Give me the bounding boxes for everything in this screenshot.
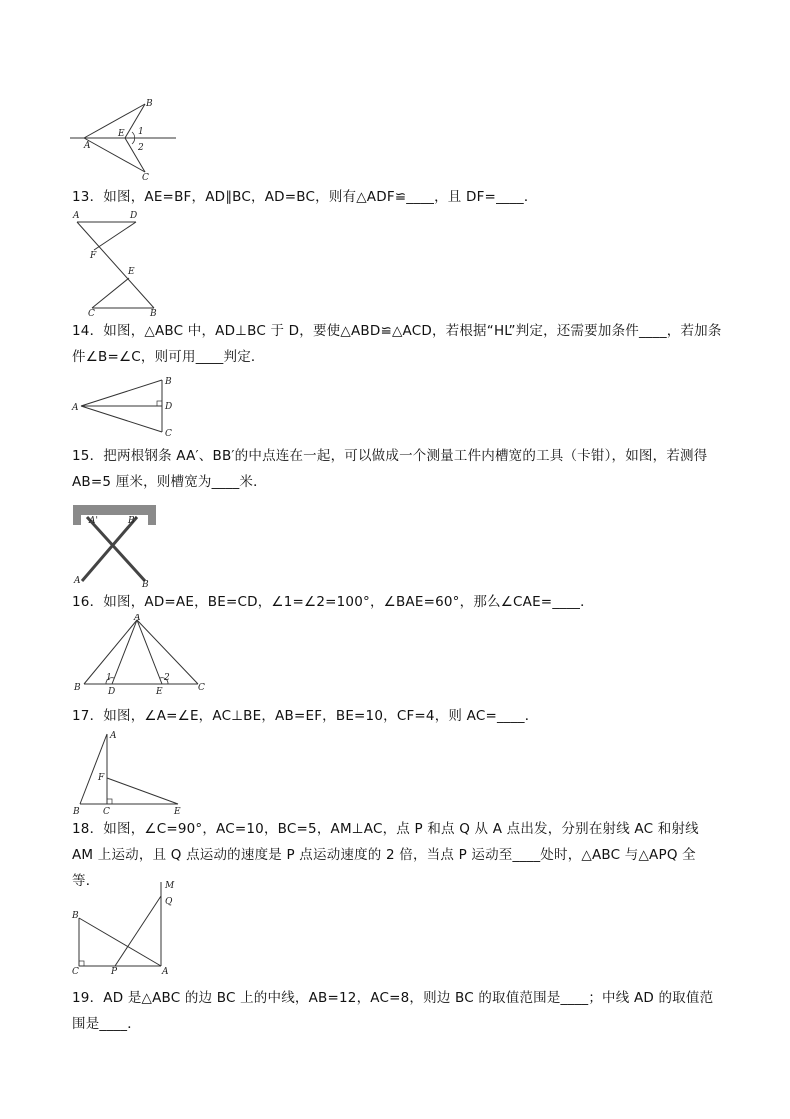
label-E: E <box>174 807 181 816</box>
right-angle-mark <box>157 401 162 406</box>
line-PQ <box>115 896 161 966</box>
figure-q15 <box>70 503 160 589</box>
figure-q18-svg <box>70 878 185 976</box>
label-C: C <box>72 967 79 976</box>
question-number: 17 <box>72 708 90 724</box>
figure-q13 <box>70 208 170 316</box>
figure-q14-svg <box>70 374 180 440</box>
label-C: C <box>165 429 172 439</box>
question-number: 16 <box>72 594 90 610</box>
label-M: M <box>165 881 175 891</box>
line-AB <box>77 222 154 308</box>
label-A: A <box>162 967 169 976</box>
figure-q12-svg <box>70 98 180 180</box>
label-A-prime: A' <box>89 516 98 526</box>
label-A: A <box>73 211 80 221</box>
label-1: 1 <box>138 127 144 137</box>
question-text: ．把两根钢条 AA′、BB′的中点连在一起，可以做成一个测量工件内槽宽的工具（卡钳），如图，若测得 AB=5 厘米，则槽宽为____米． <box>72 448 708 490</box>
label-A: A <box>74 576 81 586</box>
figure-q16 <box>70 614 210 696</box>
label-C: C <box>103 807 110 816</box>
question-19 <box>72 985 722 1037</box>
figure-q12 <box>70 98 180 180</box>
question-14 <box>72 318 722 370</box>
line-AC <box>81 406 162 432</box>
question-text: ．AD 是△ABC 的边 BC 上的中线，AB=12，AC=8，则边 BC 的取值范围是____；中线 AD 的取值范围是____． <box>72 990 714 1032</box>
question-number: 13 <box>72 189 90 205</box>
label-E: E <box>128 267 135 277</box>
figure-q15-svg <box>70 503 160 589</box>
line-FE <box>107 778 178 804</box>
label-A: A <box>110 731 117 741</box>
line-AB <box>81 380 162 406</box>
label-B: B <box>165 377 172 387</box>
label-B: B <box>73 807 80 816</box>
label-1: 1 <box>106 673 112 683</box>
line-AE <box>137 620 162 684</box>
label-D: D <box>130 211 138 221</box>
label-2: 2 <box>164 673 170 683</box>
right-angle-mark <box>79 961 84 966</box>
label-A: A <box>84 141 91 151</box>
figure-q17 <box>70 728 190 816</box>
question-number: 15 <box>72 448 90 464</box>
label-B: B <box>74 683 81 693</box>
line-AB <box>84 104 145 138</box>
label-C: C <box>198 683 205 693</box>
label-A: A <box>134 614 141 623</box>
question-15 <box>72 443 722 495</box>
line-AB <box>80 734 107 804</box>
line-DF <box>94 222 136 250</box>
question-number: 14 <box>72 323 90 339</box>
figure-q16-svg <box>70 614 210 696</box>
label-B: B <box>72 911 79 921</box>
steel-bar-AA <box>87 517 145 581</box>
label-B-prime: B' <box>128 516 138 526</box>
right-angle-mark <box>107 799 112 804</box>
label-F: F <box>90 251 97 261</box>
question-number: 18 <box>72 821 90 837</box>
figure-q13-svg <box>70 208 170 316</box>
line-AD <box>112 620 137 684</box>
figure-q14 <box>70 374 180 440</box>
label-C: C <box>88 309 95 316</box>
question-13 <box>72 184 722 210</box>
label-F: F <box>98 773 105 783</box>
question-text: ．如图，AD=AE，BE=CD，∠1=∠2=100°，∠BAE=60°，那么∠CAE=____． <box>89 594 594 610</box>
label-D: D <box>108 687 116 696</box>
steel-bar-BB <box>82 517 137 581</box>
question-text: ．如图，∠A=∠E，AC⊥BE，AB=EF，BE=10，CF=4，则 AC=____． <box>89 708 539 724</box>
label-B: B <box>142 580 149 589</box>
question-16 <box>72 589 722 615</box>
label-A: A <box>72 403 79 413</box>
question-number: 19 <box>72 990 90 1006</box>
label-C: C <box>142 173 149 180</box>
label-Q: Q <box>165 897 173 907</box>
question-text: ．如图，∠C=90°，AC=10，BC=5，AM⊥AC，点 P 和点 Q 从 A 点出发，分别在射线 AC 和射线 AM 上运动，且 Q 点运动的速度是 P 点运动速度的 2 倍，当点 P 运动至____处时，△ABC 与△APQ 全等． <box>72 821 699 889</box>
question-text: ．如图，AE=BF，AD∥BC，AD=BC，则有△ADF≌____，且 DF=____． <box>89 189 538 205</box>
figure-q18 <box>70 878 185 976</box>
label-2: 2 <box>138 143 144 153</box>
label-D: D <box>165 402 173 412</box>
figure-q17-svg <box>70 728 190 816</box>
label-P: P <box>111 967 118 976</box>
label-B: B <box>150 309 157 316</box>
line-AC <box>84 138 145 172</box>
question-17 <box>72 703 722 729</box>
label-E: E <box>156 687 163 696</box>
label-E: E <box>118 129 125 139</box>
line-CE <box>92 278 129 308</box>
question-text: ．如图，△ABC 中，AD⊥BC 于 D，要使△ABD≌△ACD，若根据“HL”判定，还需要加条件____，若加条件∠B=∠C，则可用____判定． <box>72 323 722 365</box>
label-B: B <box>146 99 153 109</box>
